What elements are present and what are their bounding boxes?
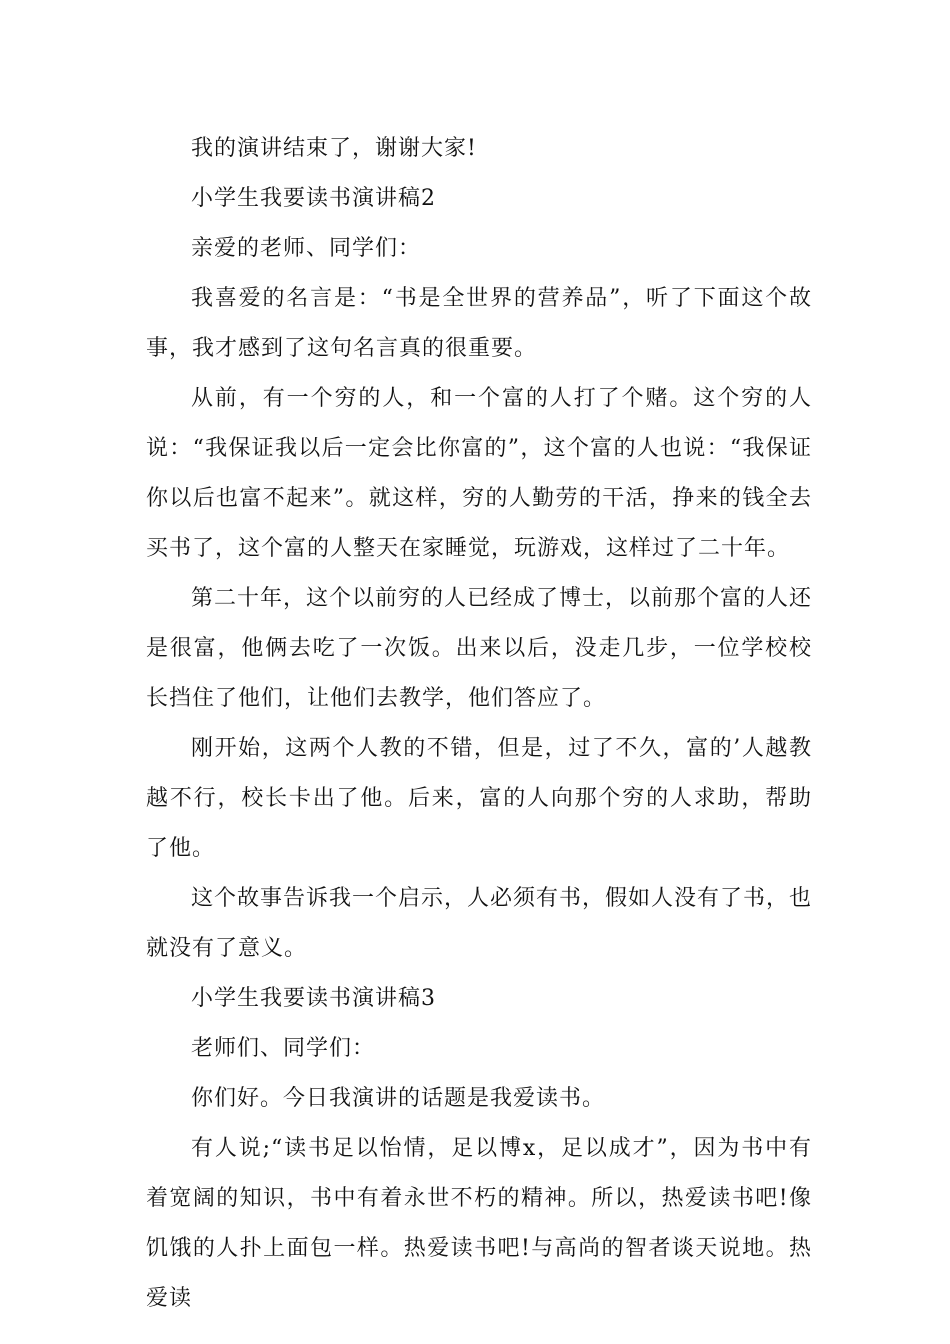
paragraph-twenty-years: 第二十年，这个以前穷的人已经成了博士，以前那个富的人还是很富，他俩去吃了一次饭。出来以后，没走几步，一位学校校长挡住了他们，让他们去教学，他们答应了。 bbox=[146, 586, 813, 711]
closing-line: 我的演讲结束了，谢谢大家! bbox=[191, 136, 477, 161]
paragraph-story-start: 从前，有一个穷的人，和一个富的人打了个赌。这个穷的人说：“我保证我以后一定会比你富的”，这个富的人也说：“我保证你以后也富不起来”。就这样，穷的人勤劳的干活，挣来的钱全去买书了，这个富的人整天在家睡觉，玩游戏，这样过了二十年。 bbox=[146, 386, 812, 561]
paragraph-teaching: 刚开始，这两个人教的不错，但是，过了不久，富的’人越教越不行，校长卡出了他。后来，富的人向那个穷的人求助，帮助了他。 bbox=[146, 736, 812, 861]
paragraph-quote: 我喜爱的名言是：“书是全世界的营养品”，听了下面这个故事，我才感到了这句名言真的很重要。 bbox=[146, 286, 812, 361]
speech-title-3: 小学生我要读书演讲稿3 bbox=[191, 986, 436, 1011]
paragraph-moral: 这个故事告诉我一个启示，人必须有书，假如人没有了书，也就没有了意义。 bbox=[146, 886, 813, 961]
greeting-topic: 你们好。今日我演讲的话题是我爱读书。 bbox=[191, 1086, 606, 1111]
document-body bbox=[146, 124, 812, 1324]
speech-title-2: 小学生我要读书演讲稿2 bbox=[191, 186, 436, 211]
paragraph-love-reading: 有人说;“读书足以怡情，足以博x，足以成才”，因为书中有着宽阔的知识，书中有着永世不朽的精神。所以，热爱读书吧!像饥饿的人扑上面包一样。热爱读书吧!与高尚的智者谈天说地。热爱读 bbox=[146, 1136, 812, 1311]
salutation-2: 亲爱的老师、同学们： bbox=[191, 236, 422, 261]
salutation-3: 老师们、同学们： bbox=[191, 1036, 376, 1061]
